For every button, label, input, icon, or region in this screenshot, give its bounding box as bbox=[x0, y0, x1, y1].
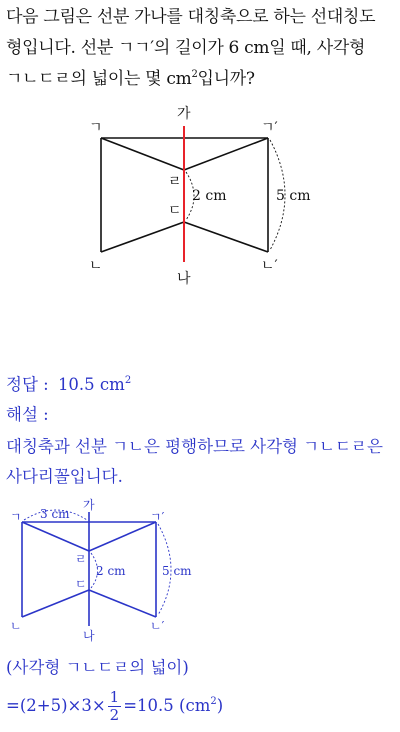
fig2-diag-br bbox=[89, 590, 156, 617]
fig1-label-tr: ㄱ′ bbox=[261, 120, 278, 136]
fig1-diag-bl bbox=[101, 222, 184, 252]
figure-1 bbox=[80, 100, 320, 300]
fig1-label-top: 가 bbox=[177, 106, 191, 122]
fig2-label-br: ㄴ′ bbox=[150, 619, 165, 633]
fig2-label-top: 가 bbox=[83, 498, 95, 512]
fig2-dim-top: 3 cm bbox=[40, 507, 70, 521]
fig2-label-bottom: 나 bbox=[83, 629, 95, 643]
fig2-label-bl: ㄴ bbox=[10, 619, 22, 633]
answer-line bbox=[6, 373, 131, 397]
question-line-3: ㄱㄴㄷㄹ의 넓이는 몇 $cm^2$입니까? bbox=[6, 69, 255, 89]
fig2-diag-bl bbox=[22, 590, 89, 617]
explanation-line-2: 사다리꼴입니다. bbox=[6, 467, 123, 486]
area-formula: =(2+5)×3× $\frac{1}{2}$ =10.5 $(cm^2)$ bbox=[6, 688, 224, 724]
fig1-label-bottom: 나 bbox=[177, 271, 191, 287]
fig2-diag-tr bbox=[89, 522, 156, 551]
fig2-label-mid-lower: ㄷ bbox=[75, 577, 87, 591]
area-label: (사각형 ㄱㄴㄷㄹ의 넓이) bbox=[6, 658, 189, 677]
question-text bbox=[6, 2, 398, 95]
fig1-label-bl: ㄴ bbox=[89, 258, 103, 274]
fig2-label-mid-upper: ㄹ bbox=[75, 552, 87, 566]
answer-label: 정답 : bbox=[6, 375, 49, 394]
fig1-dim-inner: 2 cm bbox=[192, 188, 227, 204]
fig1-label-tl: ㄱ bbox=[89, 120, 103, 136]
question-line-2: 형입니다. 선분 ㄱㄱ′의 길이가 6 cm일 때, 사각형 bbox=[6, 38, 366, 58]
answer-value: 10.5 $cm^2$ bbox=[57, 375, 132, 394]
figure-2 bbox=[0, 495, 220, 645]
explanation-label: 해설 : bbox=[6, 405, 49, 424]
fraction-half: $\frac{1}{2}$ bbox=[109, 688, 120, 724]
fig1-diag-tr bbox=[184, 138, 268, 170]
fig2-dim-side: 5 cm bbox=[162, 564, 192, 578]
fig1-diag-br bbox=[184, 222, 268, 252]
question-line-1: 다음 그림은 선분 가나를 대칭축으로 하는 선대칭도 bbox=[6, 7, 376, 27]
fig1-diag-tl bbox=[101, 138, 184, 170]
fig2-label-tr: ㄱ′ bbox=[150, 510, 165, 524]
explanation-line-1: 대칭축과 선분 ㄱㄴ은 평행하므로 사각형 ㄱㄴㄷㄹ은 bbox=[6, 437, 383, 456]
fig1-label-mid-upper: ㄹ bbox=[168, 174, 182, 190]
fig2-diag-tl bbox=[22, 522, 89, 551]
fig2-label-tl: ㄱ bbox=[10, 510, 22, 524]
fig1-label-br: ㄴ′ bbox=[261, 258, 278, 274]
fig1-label-mid-lower: ㄷ bbox=[168, 203, 182, 219]
fig1-dim-side: 5 cm bbox=[276, 188, 311, 204]
fig2-dim-inner: 2 cm bbox=[96, 564, 126, 578]
